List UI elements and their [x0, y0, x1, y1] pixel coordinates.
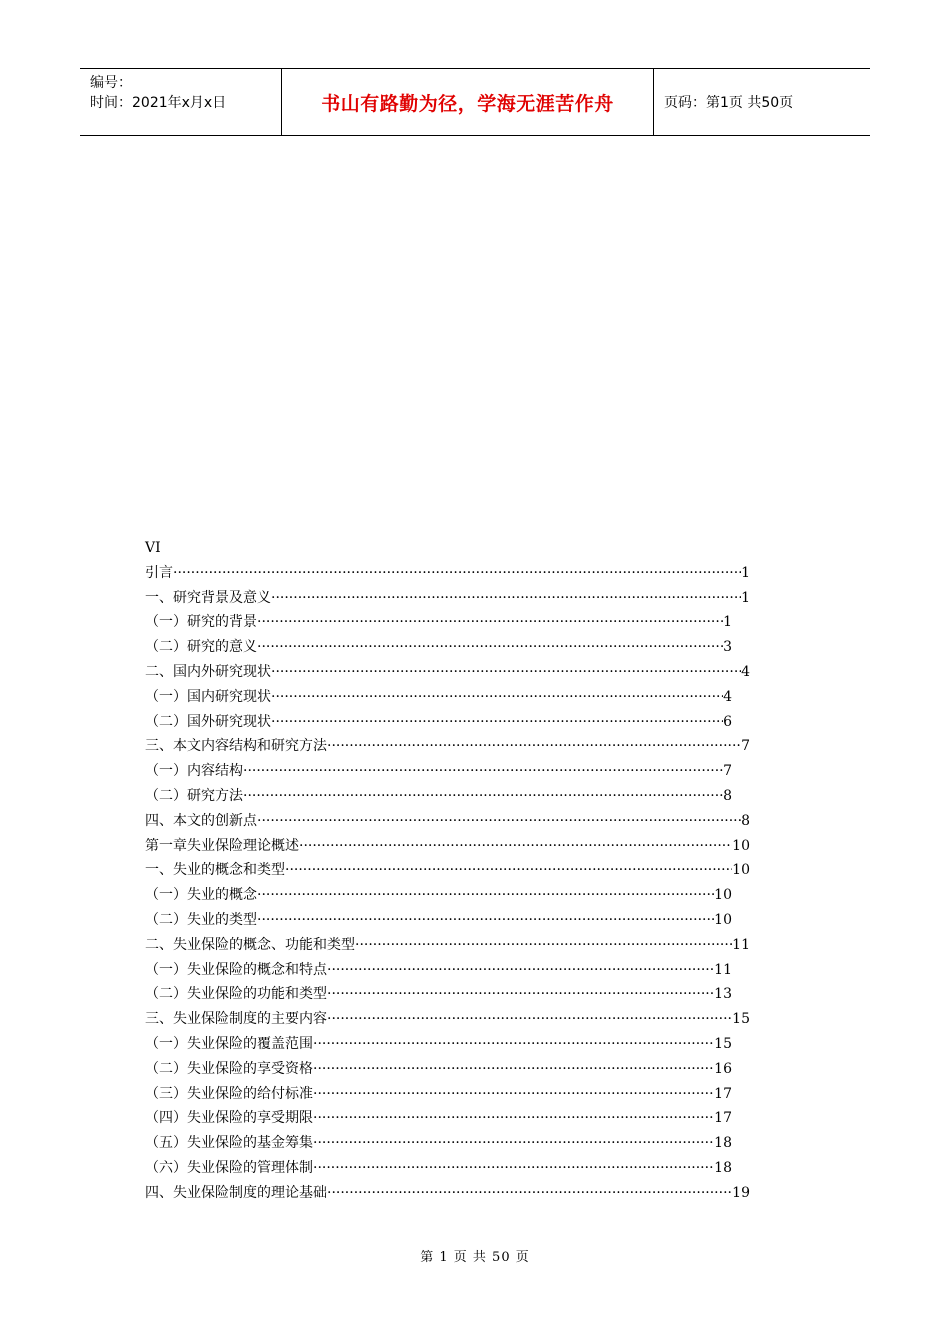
toc-entry-page: 18	[714, 1159, 732, 1176]
toc-entry[interactable]	[145, 1007, 750, 1032]
toc-entry-page: 15	[732, 1011, 750, 1028]
toc-entry-label: （二）研究的意义	[145, 639, 257, 656]
toc-entry-label: 第一章失业保险理论概述	[145, 837, 299, 854]
toc-leader-dots	[327, 958, 714, 983]
toc-entry-label: （一）内容结构	[145, 763, 243, 780]
toc-leader-dots	[257, 809, 741, 834]
toc-leader-dots	[313, 1057, 714, 1082]
toc-entry-page: 3	[723, 639, 732, 656]
toc-entry[interactable]	[145, 1032, 732, 1057]
toc-leader-dots	[313, 1131, 714, 1156]
toc-leader-dots	[313, 1106, 714, 1131]
toc-entry-label: 一、失业的概念和类型	[145, 862, 285, 879]
toc-entry-page: 4	[741, 663, 750, 680]
toc-leader-dots	[313, 1156, 714, 1181]
toc-entry[interactable]	[145, 1156, 732, 1181]
toc-entry-label: （二）失业保险的享受资格	[145, 1060, 313, 1077]
toc-entry-page: 18	[714, 1135, 732, 1152]
page-header	[80, 68, 870, 136]
toc-leader-dots	[327, 734, 741, 759]
toc-leader-dots	[313, 1082, 714, 1107]
toc-leader-dots	[299, 834, 732, 859]
toc-leader-dots	[355, 933, 732, 958]
toc-entry-page: 10	[714, 887, 732, 904]
table-of-contents	[145, 536, 750, 1206]
toc-entry[interactable]	[145, 734, 750, 759]
toc-entry[interactable]	[145, 982, 732, 1007]
toc-entry-page: 11	[714, 961, 732, 978]
toc-entry-page: 6	[723, 713, 732, 730]
toc-entry-page: 10	[732, 862, 750, 879]
toc-entry[interactable]	[145, 1131, 732, 1156]
toc-entry-label: （一）失业保险的概念和特点	[145, 961, 327, 978]
toc-entry-page: 13	[714, 986, 732, 1003]
toc-entry-label: （二）研究方法	[145, 787, 243, 804]
toc-entry-page: 17	[714, 1110, 732, 1127]
toc-entry-label: 三、失业保险制度的主要内容	[145, 1011, 327, 1028]
toc-entry-page: 1	[741, 564, 750, 581]
header-page-info: 页码：第1页 共50页	[664, 95, 794, 111]
toc-leader-dots	[327, 982, 714, 1007]
toc-entry[interactable]	[145, 908, 732, 933]
toc-leader-dots	[271, 586, 741, 611]
toc-entry[interactable]	[145, 1082, 732, 1107]
toc-entry[interactable]	[145, 759, 732, 784]
toc-leader-dots	[243, 759, 723, 784]
toc-leader-dots	[285, 858, 732, 883]
toc-entry-page: 15	[714, 1035, 732, 1052]
toc-entry[interactable]	[145, 1106, 732, 1131]
toc-leader-dots	[327, 1181, 732, 1206]
toc-list	[145, 561, 750, 1206]
toc-entry-page: 7	[741, 738, 750, 755]
toc-entry-page: 1	[723, 614, 732, 631]
toc-entry-label: （六）失业保险的管理体制	[145, 1159, 313, 1176]
document-time-label: 时间：2021年x月x日	[90, 95, 227, 111]
toc-entry-label: 引言	[145, 564, 173, 581]
toc-entry-label: （一）研究的背景	[145, 614, 257, 631]
toc-leader-dots	[327, 1007, 732, 1032]
toc-entry-label: 二、失业保险的概念、功能和类型	[145, 936, 355, 953]
toc-entry[interactable]	[145, 685, 732, 710]
toc-entry[interactable]	[145, 710, 732, 735]
toc-entry-page: 7	[723, 763, 732, 780]
toc-leader-dots	[243, 784, 723, 809]
document-number-label: 编号：	[90, 75, 132, 91]
toc-entry-label: 二、国内外研究现状	[145, 663, 271, 680]
toc-leader-dots	[271, 685, 723, 710]
toc-entry-page: 10	[732, 837, 750, 854]
toc-leader-dots	[257, 883, 714, 908]
toc-leader-dots	[313, 1032, 714, 1057]
toc-entry-page: 19	[732, 1184, 750, 1201]
toc-entry-page: 1	[741, 589, 750, 606]
toc-entry[interactable]	[145, 958, 732, 983]
toc-entry[interactable]	[145, 834, 750, 859]
toc-entry-page: 8	[741, 812, 750, 829]
toc-leader-dots	[257, 635, 723, 660]
toc-entry-label: （二）失业保险的功能和类型	[145, 986, 327, 1003]
toc-entry[interactable]	[145, 933, 750, 958]
toc-entry[interactable]	[145, 809, 750, 834]
toc-leader-dots	[257, 610, 723, 635]
toc-entry-page: 17	[714, 1085, 732, 1102]
toc-entry-label: （一）失业的概念	[145, 887, 257, 904]
toc-entry[interactable]	[145, 1181, 750, 1206]
header-motto: 书山有路勤为径，学海无涯苦作舟	[281, 69, 654, 135]
page-footer: 第 1 页 共 50 页	[420, 1250, 530, 1265]
toc-entry-label: （二）国外研究现状	[145, 713, 271, 730]
toc-entry-page: 11	[732, 936, 750, 953]
toc-entry[interactable]	[145, 784, 732, 809]
toc-entry[interactable]	[145, 1057, 732, 1082]
toc-entry-page: 16	[714, 1060, 732, 1077]
header-meta	[80, 69, 281, 135]
toc-entry-label: （一）失业保险的覆盖范围	[145, 1035, 313, 1052]
toc-entry-label: 四、本文的创新点	[145, 812, 257, 829]
toc-leader-dots	[257, 908, 714, 933]
toc-entry-label: 三、本文内容结构和研究方法	[145, 738, 327, 755]
toc-entry-label: （一）国内研究现状	[145, 688, 271, 705]
toc-entry-label: （五）失业保险的基金筹集	[145, 1135, 313, 1152]
toc-entry[interactable]	[145, 883, 732, 908]
toc-entry[interactable]	[145, 660, 750, 685]
toc-entry-label: 四、失业保险制度的理论基础	[145, 1184, 327, 1201]
toc-entry-page: 8	[723, 787, 732, 804]
toc-leader-dots	[271, 710, 723, 735]
toc-entry[interactable]	[145, 610, 732, 635]
toc-entry[interactable]	[145, 561, 750, 586]
toc-entry[interactable]	[145, 635, 732, 660]
toc-entry-label: 一、研究背景及意义	[145, 589, 271, 606]
toc-leader-dots	[173, 561, 741, 586]
toc-leader-dots	[271, 660, 741, 685]
toc-entry-page: 4	[723, 688, 732, 705]
toc-title: VI	[145, 540, 161, 556]
toc-entry-label: （二）失业的类型	[145, 911, 257, 928]
toc-entry-label: （四）失业保险的享受期限	[145, 1110, 313, 1127]
toc-entry-page: 10	[714, 911, 732, 928]
toc-entry-label: （三）失业保险的给付标准	[145, 1085, 313, 1102]
toc-entry[interactable]	[145, 586, 750, 611]
toc-entry[interactable]	[145, 858, 750, 883]
